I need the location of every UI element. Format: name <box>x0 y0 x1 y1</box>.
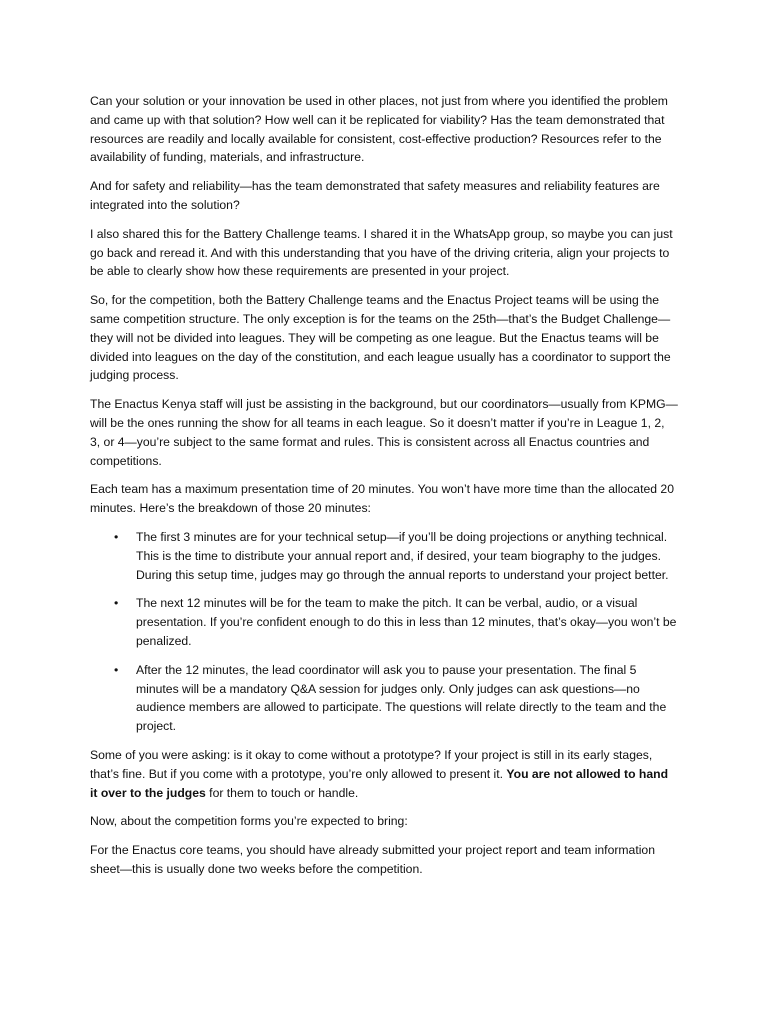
paragraph-coordinators: The Enactus Kenya staff will just be assisting in the background, but our coordinators—usually from KPMG—will be the ones running the show for all teams in each league. So it doesn’t matter if you’re in League 1, 2, 3, or 4—you’re subject to the same format and rules. This is consistent across all Enactus countries and competitions. <box>90 397 678 468</box>
list-item-qa: • After the 12 minutes, the lead coordinator will ask you to pause your presentation. The final 5 minutes will be a mandatory Q&A session for judges only. Only judges can ask questions—no audience members are allowed to participate. The questions will relate directly to the team and the project. <box>136 661 678 736</box>
paragraph-presentation-time: Each team has a maximum presentation time of 20 minutes. You won’t have more time than the allocated 20 minutes. Here’s the breakdown of those 20 minutes: <box>90 482 674 516</box>
time-breakdown-list <box>90 528 678 736</box>
prototype-bold-text: You are not allowed to hand it over to the judges <box>90 766 669 800</box>
paragraph-battery-challenge: I also shared this for the Battery Challenge teams. I shared it in the WhatsApp group, so maybe you can just go back and reread it. And with this understanding that you have of the driving criteria, align your projects to be able to clearly show how these requirements are presented in your project. <box>90 226 673 279</box>
prototype-text-end: for them to touch or handle. <box>205 785 359 800</box>
list-item-setup: • The first 3 minutes are for your technical setup—if you’ll be doing projections or anything technical. This is the time to distribute your annual report and, if desired, your team biography to the judges. During this setup time, judges may go through the annual reports to understand your project better. <box>136 528 678 584</box>
list-item-pitch: • The next 12 minutes will be for the team to make the pitch. It can be verbal, audio, or a visual presentation. If you’re confident enough to do this in less than 12 minutes, that’s okay—you won’t be penalized. <box>136 594 678 650</box>
paragraph-forms: Now, about the competition forms you’re expected to bring: <box>90 814 408 829</box>
paragraph-replicability: Can your solution or your innovation be used in other places, not just from where you identified the problem and came up with that solution? How well can it be replicated for viability? Has the team demonstrated that resources are readily and locally available for consistent, cost-effective production? Resources refer to the availability of funding, materials, and infrastructure. <box>90 94 668 165</box>
document-page <box>90 92 678 889</box>
paragraph-prototype <box>90 746 678 802</box>
paragraph-competition-structure: So, for the competition, both the Battery Challenge teams and the Enactus Project teams will be using the same competition structure. The only exception is for the teams on the 25th—that’s the Budget Challenge—they will not be divided into leagues. They will be competing as one league. But the Enactus teams will be divided into leagues on the day of the constitution, and each league usually has a coordinator to support the judging process. <box>90 293 671 383</box>
prototype-text-start: Some of you were asking: is it okay to come without a prototype? If your project is still in its early stages, that’s fine. But if you come with a prototype, you’re only allowed to present it. <box>90 747 653 781</box>
paragraph-safety: And for safety and reliability—has the team demonstrated that safety measures and reliability features are integrated into the solution? <box>90 179 660 212</box>
paragraph-core-teams: For the Enactus core teams, you should have already submitted your project report and team information sheet—this is usually done two weeks before the competition. <box>90 843 655 876</box>
